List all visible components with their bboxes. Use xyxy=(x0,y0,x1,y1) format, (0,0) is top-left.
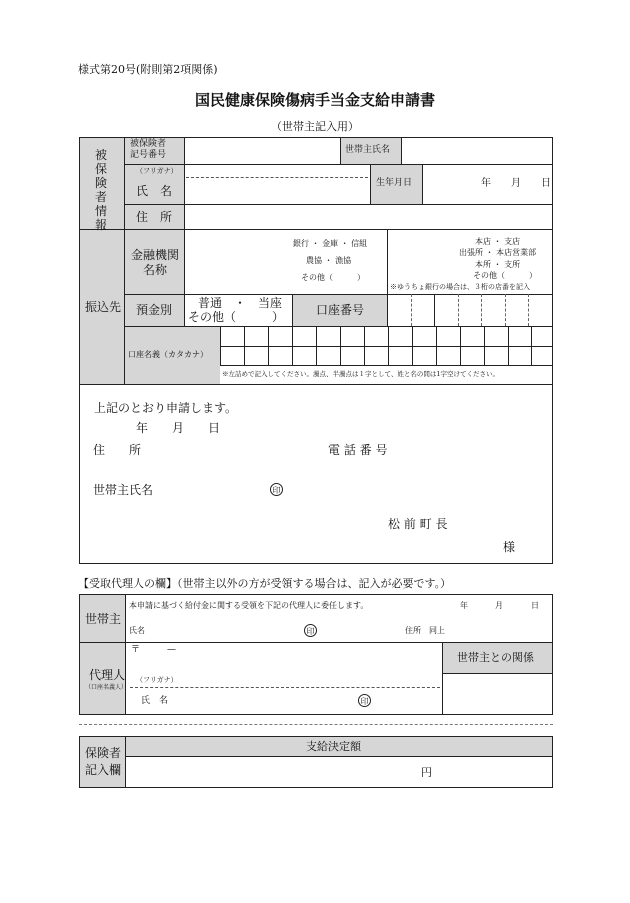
bank-type-options-3: その他（ ） xyxy=(301,273,365,282)
proxy-householder-name-label: 氏名 xyxy=(129,626,145,635)
delegation-month-unit: 月 xyxy=(495,601,503,610)
householder-name-field[interactable] xyxy=(403,139,551,162)
insurer-label: 保険者 xyxy=(85,746,122,760)
seal-icon: 印 xyxy=(270,483,283,496)
branch-options-3: 本所 ・ 支所 xyxy=(475,260,521,269)
insured-section-label: 被保険者情報 xyxy=(94,148,107,232)
declaration-phone-label: 電 話 番 号 xyxy=(328,443,388,457)
delegation-year-unit: 年 xyxy=(460,601,468,610)
insured-id-field[interactable] xyxy=(186,139,338,162)
agent-label: 代理人 xyxy=(89,668,126,682)
benefit-amount-field[interactable] xyxy=(127,758,417,786)
form-number: 様式第20号(附則第2項関係) xyxy=(78,63,218,76)
relation-field[interactable] xyxy=(444,675,551,713)
account-holder-note: ※左詰めで記入してください。濁点、半濁点は１字として、姓と名の間は1字空けてください。 xyxy=(222,370,500,378)
cut-line xyxy=(79,724,553,725)
birth-year-unit: 年 xyxy=(481,178,491,189)
account-number-field[interactable] xyxy=(389,296,551,324)
birth-date-field[interactable] xyxy=(424,166,551,202)
account-holder-label: 口座名義（カタカナ） xyxy=(128,350,208,359)
page-title: 国民健康保険傷病手当金支給申請書 xyxy=(194,91,435,109)
recipient-honorific: 様 xyxy=(503,540,516,554)
deposit-type-label: 預金別 xyxy=(136,303,173,317)
declaration-address-label: 住 所 xyxy=(93,443,142,457)
proxy-householder-address: 住所 同上 xyxy=(405,626,445,635)
transfer-section-label: 振込先 xyxy=(85,300,122,314)
name-label: 氏 名 xyxy=(136,184,173,198)
delegation-text: 本申請に基づく給付金に関する受領を下記の代理人に委任します。 xyxy=(129,601,369,610)
account-holder-field[interactable] xyxy=(222,328,551,363)
bank-name-label-2: 名称 xyxy=(143,263,168,277)
seal-icon: 印 xyxy=(358,694,371,707)
insurer-label-2: 記入欄 xyxy=(85,763,122,777)
deposit-type-options[interactable]: 普通 ・ 当座 xyxy=(198,296,283,310)
yen-unit: 円 xyxy=(421,766,432,779)
proxy-householder-label: 世帯主 xyxy=(85,612,122,626)
deposit-type-other[interactable]: その他（ ） xyxy=(188,310,285,324)
branch-options-4: その他（ ） xyxy=(473,271,537,280)
declaration-date[interactable]: 年 月 日 xyxy=(136,421,221,435)
furigana-field[interactable] xyxy=(186,166,368,176)
page-subtitle: （世帯主記入用） xyxy=(271,120,359,133)
branch-options-2: 出張所 ・ 本店営業部 xyxy=(459,248,537,257)
agent-sublabel: （口座名義人） xyxy=(85,684,128,691)
yucho-note: ※ゆうちょ銀行の場合は、３桁の店番を記入 xyxy=(390,283,530,291)
relation-label: 世帯主との関係 xyxy=(457,651,534,664)
birth-month-unit: 月 xyxy=(511,178,521,189)
account-number-label: 口座番号 xyxy=(316,303,365,317)
agent-postal[interactable]: 〒 — xyxy=(131,645,177,655)
seal-icon: 印 xyxy=(304,624,317,637)
address-field[interactable] xyxy=(186,206,551,227)
furigana-label: （フリガナ） xyxy=(136,167,178,175)
insured-id-label: 被保険者 xyxy=(130,139,167,149)
recipient-mayor: 松 前 町 長 xyxy=(388,517,448,531)
name-field[interactable] xyxy=(186,179,368,202)
declaration-householder-label: 世帯主氏名 xyxy=(93,483,154,497)
branch-options: 本店 ・ 支店 xyxy=(475,237,521,246)
bank-name-field[interactable] xyxy=(186,231,286,292)
birth-date-label: 生年月日 xyxy=(376,178,413,188)
benefit-amount-label: 支給決定額 xyxy=(306,740,361,753)
address-label: 住 所 xyxy=(136,210,173,224)
bank-type-options-2: 農協 ・ 漁協 xyxy=(306,256,352,265)
insured-id-label-2: 記号番号 xyxy=(130,150,167,160)
householder-name-label: 世帯主氏名 xyxy=(345,145,391,155)
declaration-statement: 上記のとおり申請します。 xyxy=(94,401,238,415)
agent-name-label: 氏 名 xyxy=(141,696,169,706)
branch-name-field[interactable] xyxy=(389,231,459,281)
proxy-heading: 【受取代理人の欄】（世帯主以外の方が受領する場合は、記入が必要です。） xyxy=(78,577,452,590)
delegation-day-unit: 日 xyxy=(531,601,539,610)
birth-day-unit: 日 xyxy=(541,178,551,189)
bank-name-label: 金融機関 xyxy=(131,248,180,262)
agent-furigana-label: （フリガナ） xyxy=(136,676,178,684)
bank-type-options: 銀行 ・ 金庫 ・ 信組 xyxy=(293,239,368,248)
